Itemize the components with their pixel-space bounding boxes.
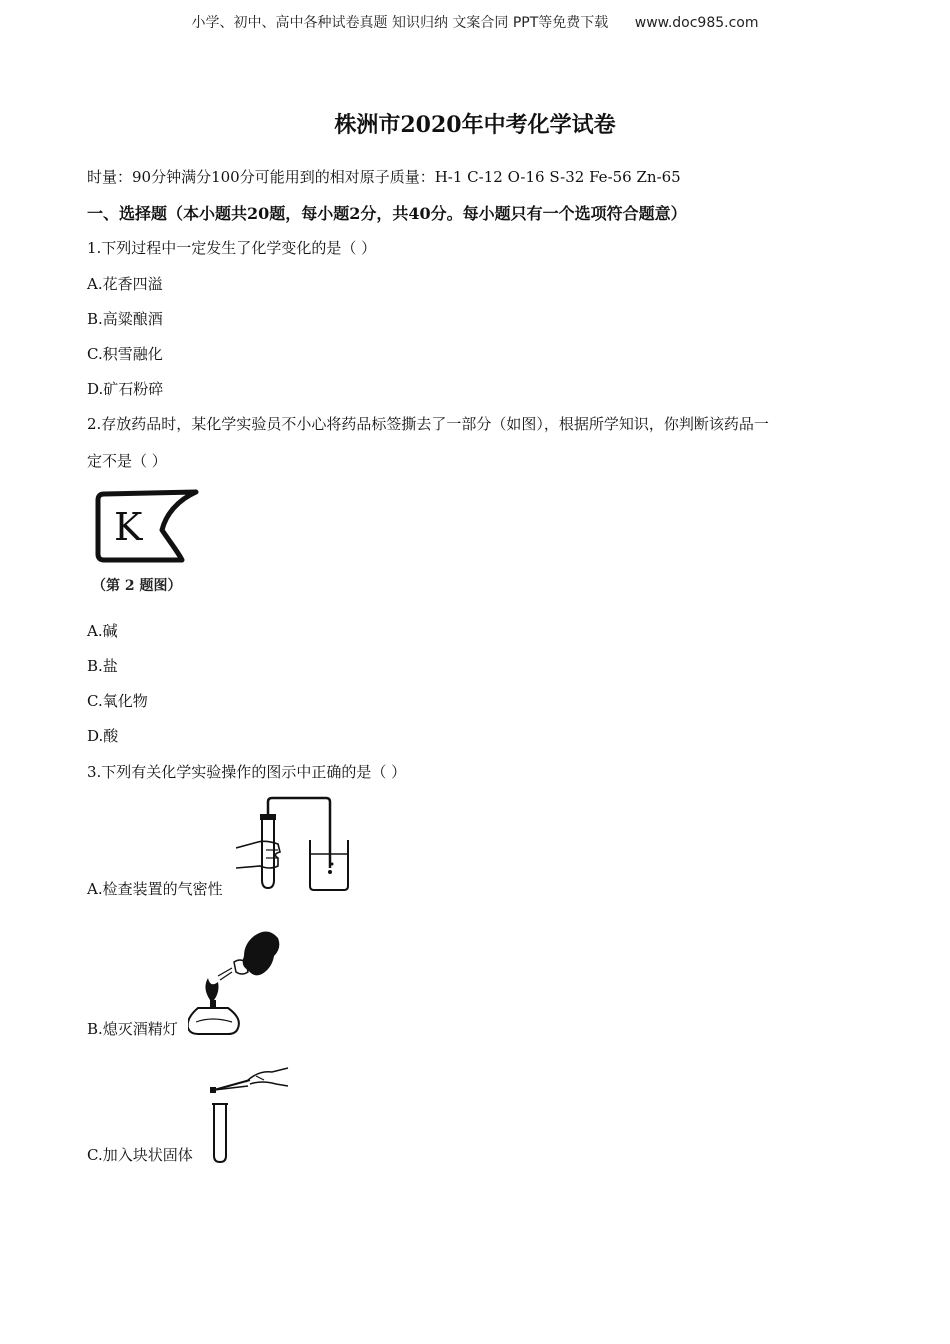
exam-info: 时量：90分钟满分100分可能用到的相对原子质量：H-1 C-12 O-16 S-32 Fe-56 Zn-65 — [87, 168, 681, 186]
q2-option-c: C.氧化物 — [87, 692, 148, 710]
q1-option-d: D.矿石粉碎 — [87, 380, 164, 398]
extinguish-lamp-figure — [188, 926, 284, 1036]
q2-option-a: A.碱 — [87, 622, 118, 640]
q2-option-b: B.盐 — [87, 657, 118, 675]
header-text: 小学、初中、高中各种试卷真题 知识归纳 文案合同 PPT等免费下载 — [191, 15, 609, 31]
q2-stem-line2: 定不是（ ） — [87, 452, 167, 470]
q1-option-c: C.积雪融化 — [87, 345, 163, 363]
torn-label-outline — [98, 492, 196, 560]
q3-stem: 3.下列有关化学实验操作的图示中正确的是（ ） — [87, 763, 407, 781]
q3-option-c: C.加入块状固体 — [87, 1146, 193, 1164]
airtightness-check-figure — [236, 796, 356, 894]
section-heading: 一、选择题（本小题共20题，每小题2分，共40分。每小题只有一个选项符合题意） — [87, 204, 687, 223]
q3-option-b: B.熄灭酒精灯 — [87, 1020, 178, 1038]
add-solid-figure — [206, 1060, 290, 1164]
label-letter: K — [114, 505, 143, 549]
figure-caption: （第 2 题图） — [92, 578, 182, 594]
q1-option-a: A.花香四溢 — [87, 275, 163, 293]
torn-label-figure — [92, 486, 204, 598]
q3-option-a: A.检查装置的气密性 — [87, 880, 223, 898]
q1-option-b: B.高粱酿酒 — [87, 310, 163, 328]
page-header — [0, 12, 950, 32]
header-site-link[interactable]: www.doc985.com — [634, 15, 759, 31]
q2-stem-line1: 2.存放药品时，某化学实验员不小心将药品标签撕去了一部分（如图），根据所学知识，你判断该药品一 — [87, 415, 769, 433]
q1-stem: 1.下列过程中一定发生了化学变化的是（ ） — [87, 239, 377, 257]
page-title: 株洲市2020年中考化学试卷 — [334, 112, 616, 138]
q2-option-d: D.酸 — [87, 727, 119, 745]
